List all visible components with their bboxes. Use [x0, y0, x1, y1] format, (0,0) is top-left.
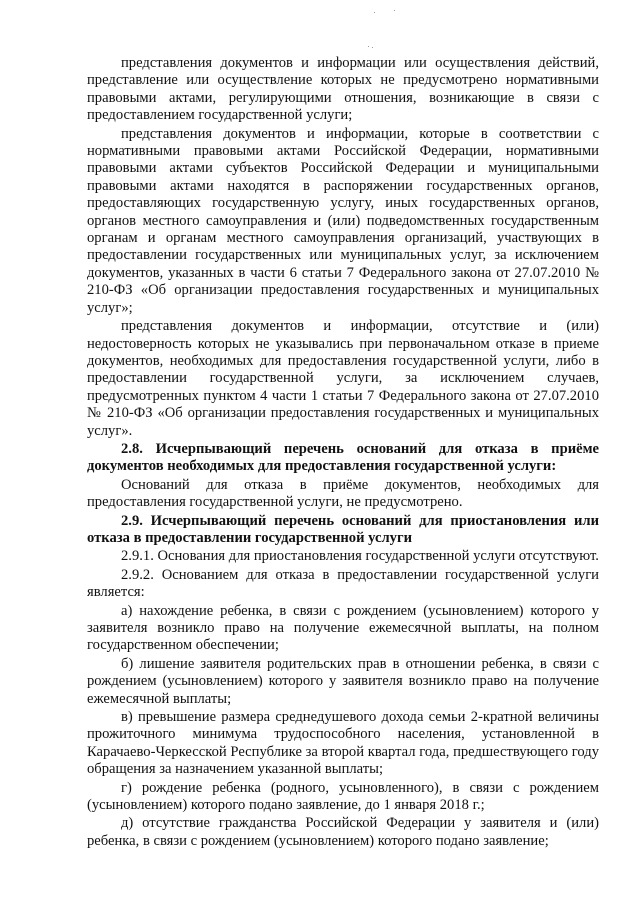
list-item-a: а) нахождение ребенка, в связи с рождением (усыновлением) которого у заявителя возникло право на получение ежемесячной выплаты, на полном государственном обеспечении;: [87, 602, 599, 654]
list-item-b: б) лишение заявителя родительских прав в отношении ребенка, в связи с рождением (усыновлением) которого у заявителя возникло право на получение ежемесячной выплаты;: [87, 655, 599, 707]
section-heading-2-8: 2.8. Исчерпывающий перечень оснований для отказа в приёме документов необходимых для предоставления государственной услуги:: [87, 440, 599, 475]
scan-specks: [360, 10, 440, 60]
list-item-v: в) превышение размера среднедушевого дохода семьи 2-кратной величины прожиточного минимума трудоспособного населения, установленной в Карачаево-Черкесской Республике за второй квартал года, предшествующего году обращения за назначением указанной выплаты;: [87, 709, 599, 778]
document-body: [87, 55, 599, 850]
list-item-g: г) рождение ребенка (родного, усыновленного), в связи с рождением (усыновлением) которого подано заявление, до 1 января 2018 г.;: [87, 779, 599, 814]
section-heading-2-9: 2.9. Исчерпывающий перечень оснований для приостановления или отказа в предоставлении государственной услуги: [87, 512, 599, 546]
paragraph-no-refusal-grounds: Оснований для отказа в приёме документов, необходимых для предоставления государственной услуги, не предусмотрено.: [87, 476, 599, 511]
paragraph-refusal-missing-info: представления документов и информации, отсутствие и (или) недостоверность которых не указывались при первоначальном отказе в приеме документов, необходимых для предоставления государственной услуги, либо в предоставлении государственной услуги, за исключением случаев, предусмотренных пунктом 4 части 1 статьи 7 Федерального закона от 27.07.2010 № 210-ФЗ «Об организации предоставления государственных и муниципальных услуг».: [87, 318, 599, 439]
list-item-d: д) отсутствие гражданства Российской Федерации у заявителя и (или) ребенка, в связи с рождением (усыновлением) которого подано заявление;: [87, 815, 599, 849]
paragraph-2-9-1: 2.9.1. Основания для приостановления государственной услуги отсутствуют.: [121, 548, 599, 565]
paragraph-refusal-documents: представления документов и информации, которые в соответствии с нормативными правовыми актами Российской Федерации, нормативными правовыми актами субъектов Российской Федерации и муниципальными правовыми актами находятся в распоряжении государственных органов, предоставляющих государственную услугу, иных государственных органов, органов местного самоуправления и (или) подведомственных государственным органам и органам местного самоуправления организаций, участвующих в предоставлении государственных или муниципальных услуг, за исключением документов, указанных в части 6 статьи 7 Федерального закона от 27.07.2010 № 210-ФЗ «Об организации предоставления государственных и муниципальных услуг»;: [87, 125, 599, 316]
paragraph-2-9-2: 2.9.2. Основанием для отказа в предоставлении государственной услуги является:: [87, 566, 599, 601]
paragraph-refusal-actions: представления документов и информации или осуществления действий, представление или осуществление которых не предусмотрено нормативными правовыми актами, регулирующими отношения, возникающие в связи с предоставлением государственной услуги;: [87, 55, 599, 124]
